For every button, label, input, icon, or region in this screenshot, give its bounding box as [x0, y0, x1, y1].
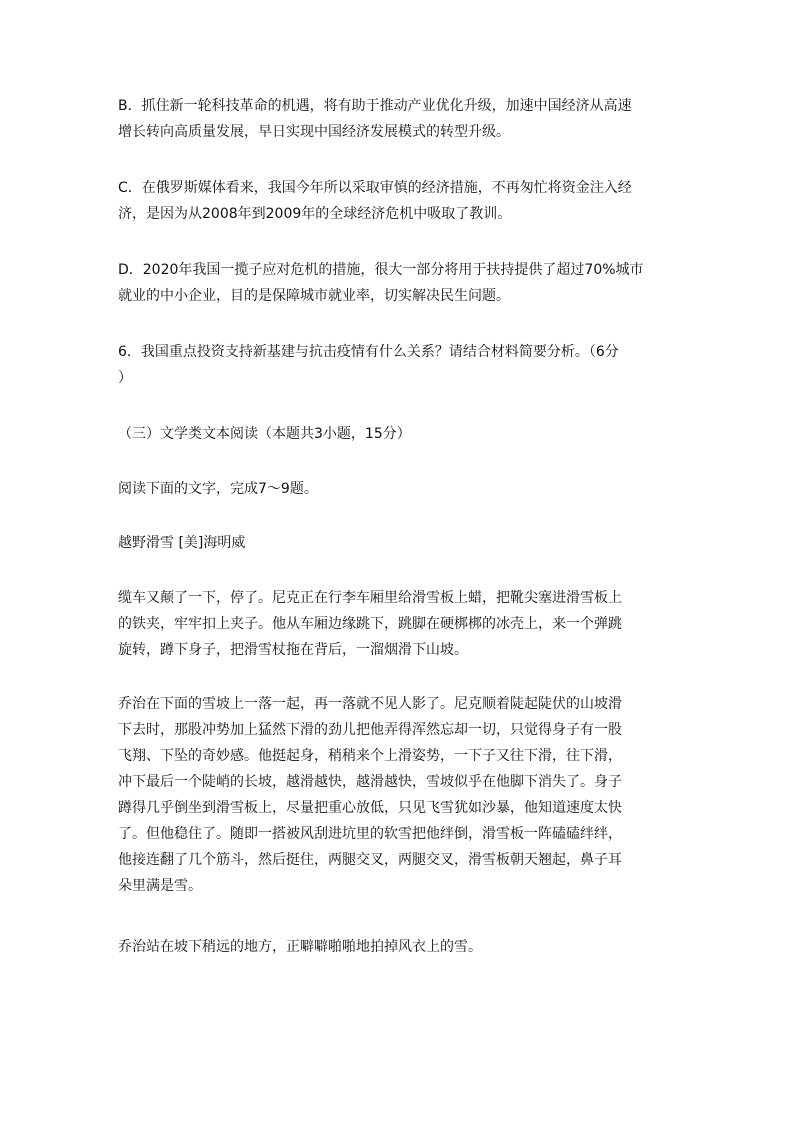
story-line: 朵里满是雪。 — [118, 878, 202, 894]
story-line: 飞翔、下坠的奇妙感。他挺起身，稍稍来个上滑姿势，一下子又往下滑，往下滑， — [118, 748, 622, 764]
option-d-line: D．2020年我国一揽子应对危机的措施，很大一部分将用于扶持提供了超过70%城市 — [118, 262, 644, 278]
reading-instruction: 阅读下面的文字，完成7～9题。 — [118, 481, 318, 497]
story-line: 旋转，蹲下身子，把滑雪杖拖在背后，一溜烟滑下山坡。 — [118, 642, 468, 658]
section-heading: （三）文学类文本阅读（本题共3小题，15分） — [118, 426, 411, 442]
story-line: 乔治站在坡下稍远的地方，正噼噼啪啪地拍掉风衣上的雪。 — [118, 939, 482, 955]
story-line: 乔治在下面的雪坡上一落一起，再一落就不见人影了。尼克顺着陡起陡伏的山坡滑 — [118, 696, 622, 712]
story-title: 越野滑雪 [美]海明威 — [118, 535, 246, 551]
story-paragraph-3 — [118, 934, 678, 960]
option-c-line: 济，是因为从2008年到2009年的全球经济危机中吸取了教训。 — [118, 206, 512, 222]
story-line: 冲下最后一个陡峭的长坡，越滑越快，越滑越快，雪坡似乎在他脚下消失了。身子 — [118, 774, 622, 790]
option-c-paragraph — [118, 175, 678, 227]
option-c-line: C．在俄罗斯媒体看来，我国今年所以采取审慎的经济措施，不再匆忙将资金注入经 — [118, 180, 632, 196]
option-b-paragraph — [118, 93, 678, 145]
story-paragraph-2 — [118, 691, 678, 899]
question-6-line: 6．我国重点投资支持新基建与抗击疫情有什么关系？请结合材料简要分析。（6分 — [118, 344, 619, 360]
story-line: 下去时，那股冲势加上猛然下滑的劲儿把他弄得浑然忘却一切，只觉得身子有一股 — [118, 722, 622, 738]
option-d-line: 就业的中小企业，目的是保障城市就业率，切实解决民生问题。 — [118, 288, 510, 304]
question-6-line: ） — [118, 370, 132, 386]
story-line: 缆车又颠了一下，停了。尼克正在行李车厢里给滑雪板上蜡，把靴尖塞进滑雪板上 — [118, 590, 622, 606]
story-line: 蹲得几乎倒坐到滑雪板上，尽量把重心放低，只见飞雪犹如沙暴，他知道速度太快 — [118, 800, 622, 816]
story-paragraph-1 — [118, 585, 678, 663]
story-line: 他接连翻了几个筋斗，然后挺住，两腿交叉，两腿交叉，滑雪板朝天翘起，鼻子耳 — [118, 852, 622, 868]
option-d-paragraph — [118, 257, 678, 309]
option-b-line: B．抓住新一轮科技革命的机遇，将有助于推动产业优化升级，加速中国经济从高速 — [118, 98, 632, 114]
story-line: 的铁夹，牢牢扣上夹子。他从车厢边缘跳下，跳脚在硬梆梆的冰壳上，来一个弹跳 — [118, 616, 622, 632]
option-b-line: 增长转向高质量发展，早日实现中国经济发展模式的转型升级。 — [118, 124, 510, 140]
story-line: 了。但他稳住了。随即一搭被风刮进坑里的软雪把他绊倒，滑雪板一阵磕磕绊绊， — [118, 826, 622, 842]
question-6 — [118, 339, 678, 391]
